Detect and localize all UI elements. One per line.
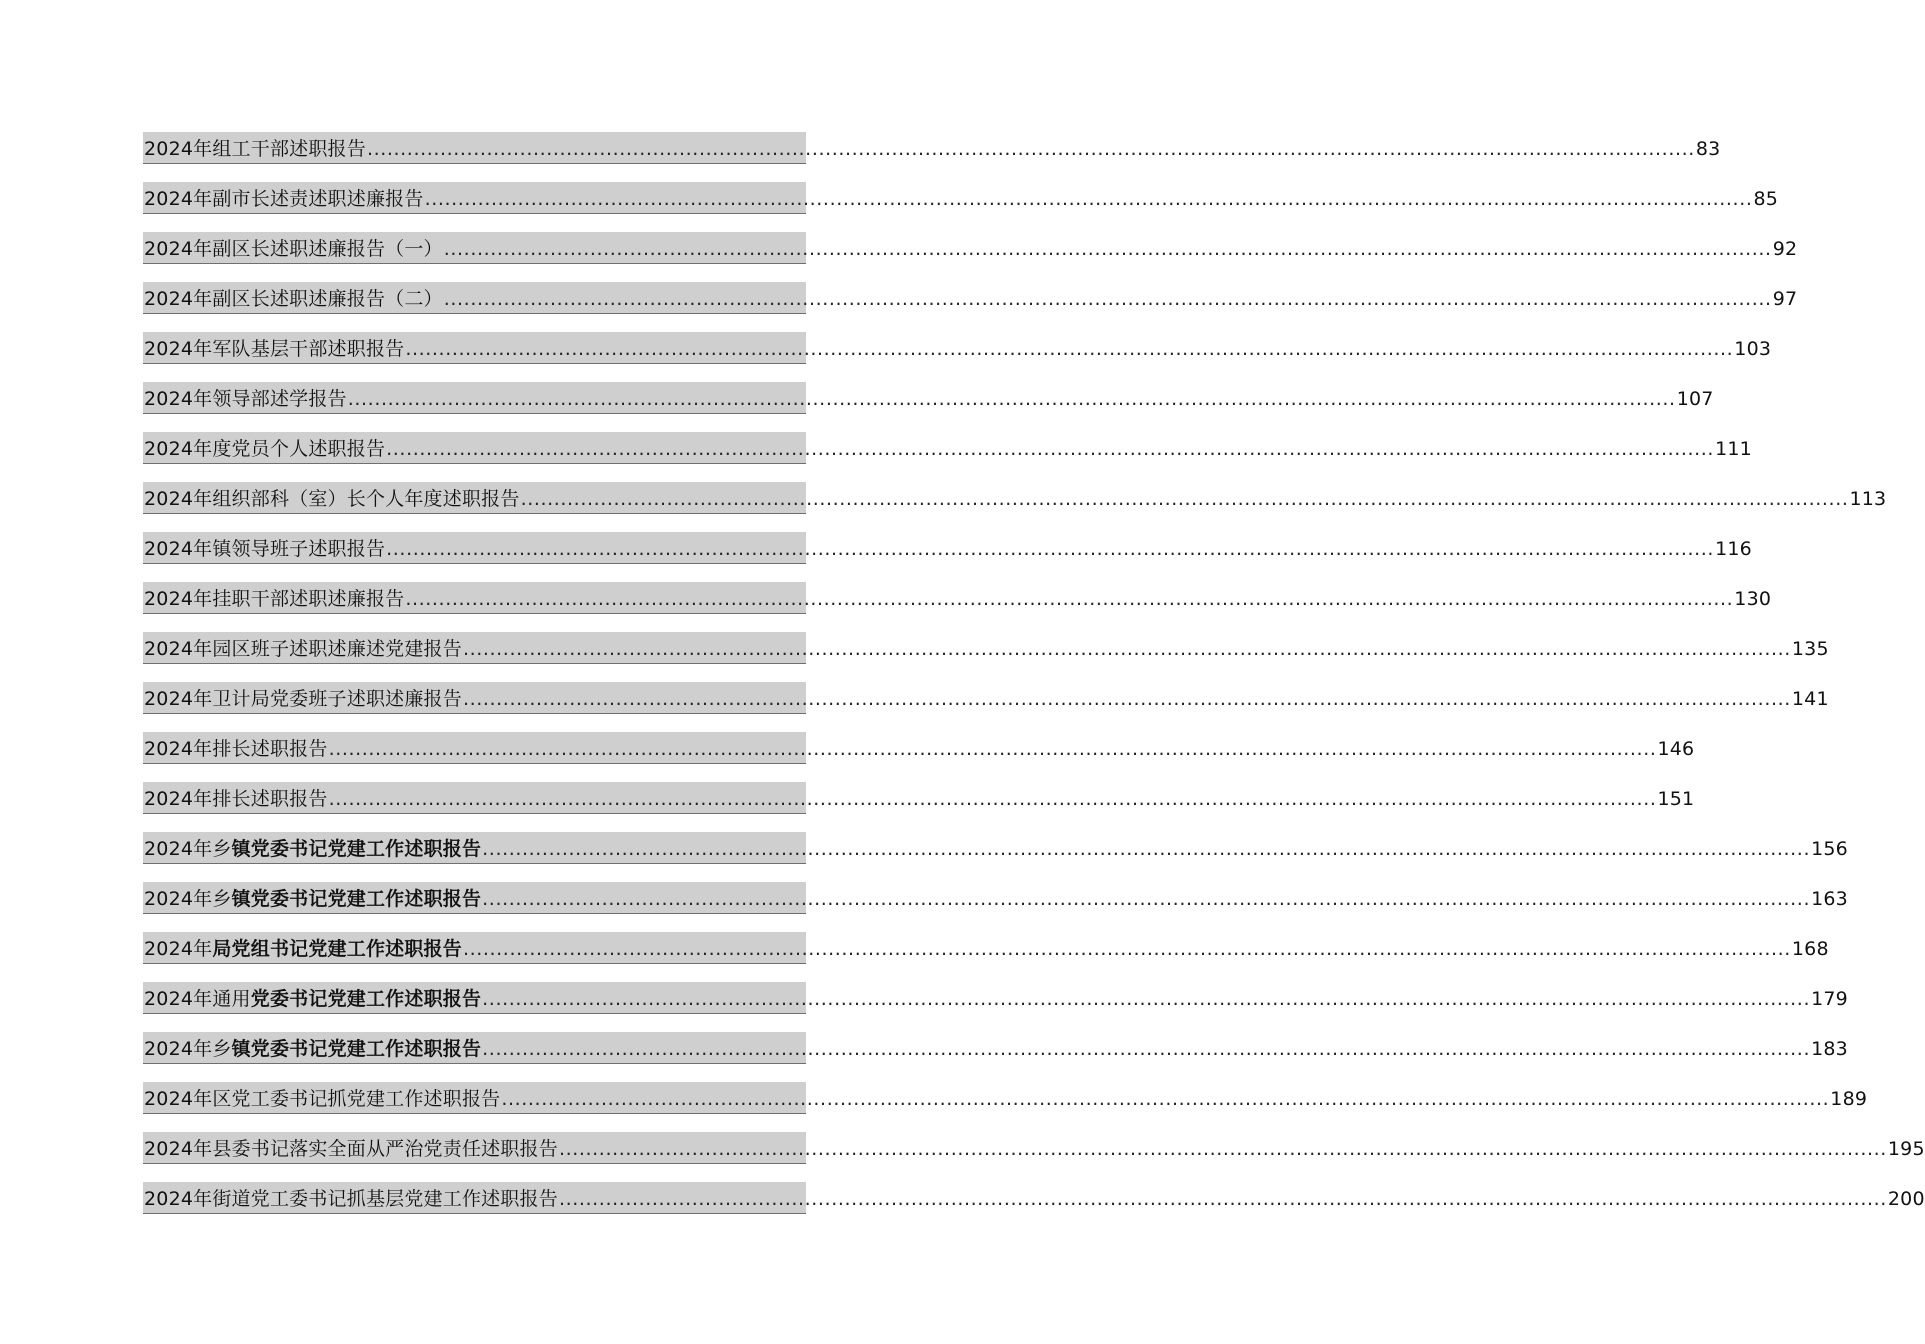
- toc-entry-page-number: 107: [1676, 388, 1714, 410]
- toc-entry-title-bold: 镇党委书记党建工作述职报告: [231, 838, 482, 860]
- toc-entry[interactable]: [143, 782, 1695, 814]
- toc-entry-page-number: 103: [1734, 338, 1772, 360]
- toc-leader-dots: ........................................................................................................................................................................................................: [482, 1038, 1811, 1060]
- toc-leader-dots: ........................................................................................................................................................................................................: [462, 638, 1791, 660]
- toc-entry-title-text: 2024年乡: [144, 888, 232, 910]
- toc-entry-title-text: 2024年排长述职报告: [144, 788, 328, 810]
- toc-entry[interactable]: [143, 582, 1772, 614]
- toc-entry-title: [144, 587, 404, 611]
- toc-entry-page-number: 146: [1657, 738, 1695, 760]
- toc-leader-dots: ........................................................................................................................................................................................................: [443, 288, 1772, 310]
- toc-entry-title: [144, 787, 328, 811]
- toc-entry-title-text: 2024年组工干部述职报告: [144, 138, 366, 160]
- toc-entry-page-number: 97: [1772, 288, 1798, 310]
- toc-entry-title: [144, 987, 481, 1011]
- toc-entry-page-number: 151: [1657, 788, 1695, 810]
- toc-entry-title: [144, 637, 462, 661]
- toc-entry[interactable]: [143, 632, 1829, 664]
- toc-entry[interactable]: [143, 432, 1752, 464]
- toc-entry-title: [144, 737, 328, 761]
- toc-leader-dots: ........................................................................................................................................................................................................: [424, 188, 1753, 210]
- toc-entry-title: [144, 1137, 558, 1161]
- toc-entry-title-text: 2024年园区班子述职述廉述党建报告: [144, 638, 462, 660]
- toc-entry-title-text: 2024年副区长述职述廉报告（一）: [144, 238, 443, 260]
- toc-leader-dots: ........................................................................................................................................................................................................: [328, 738, 1657, 760]
- toc-entry[interactable]: [143, 682, 1829, 714]
- toc-entry-title-text: 2024年军队基层干部述职报告: [144, 338, 405, 360]
- toc-leader-dots: ........................................................................................................................................................................................................: [462, 938, 1791, 960]
- toc-entry[interactable]: [143, 482, 1887, 514]
- toc-entry-title: [144, 537, 385, 561]
- toc-entry-page-number: 200: [1887, 1188, 1925, 1210]
- toc-entry-title-text: 2024年区党工委书记抓党建工作述职报告: [144, 1088, 501, 1110]
- toc-entry[interactable]: [143, 282, 1798, 314]
- toc-leader-dots: ........................................................................................................................................................................................................: [386, 438, 1715, 460]
- toc-entry-title-text: 2024年乡: [144, 1038, 232, 1060]
- toc-entry[interactable]: [143, 182, 1779, 214]
- toc-entry-page-number: 168: [1791, 938, 1829, 960]
- toc-entry[interactable]: [143, 982, 1848, 1014]
- toc-entry[interactable]: [143, 1182, 1925, 1214]
- toc-leader-dots: ........................................................................................................................................................................................................: [482, 838, 1811, 860]
- toc-entry-page-number: 183: [1811, 1038, 1848, 1060]
- toc-entry[interactable]: [143, 132, 1721, 164]
- toc-entry-title: [144, 137, 366, 161]
- toc-entry[interactable]: [143, 532, 1752, 564]
- toc-leader-dots: ........................................................................................................................................................................................................: [462, 688, 1791, 710]
- toc-entry[interactable]: [143, 832, 1848, 864]
- toc-entry-page-number: 156: [1811, 838, 1848, 860]
- toc-entry-page-number: 189: [1830, 1088, 1868, 1110]
- toc-entry[interactable]: [143, 932, 1829, 964]
- toc-entry-title-bold: 镇党委书记党建工作述职报告: [231, 1038, 482, 1060]
- toc-leader-dots: ........................................................................................................................................................................................................: [558, 1138, 1887, 1160]
- toc-entry[interactable]: [143, 382, 1714, 414]
- toc-leader-dots: ........................................................................................................................................................................................................: [501, 1088, 1830, 1110]
- toc-entry[interactable]: [143, 1132, 1925, 1164]
- toc-leader-dots: ........................................................................................................................................................................................................: [482, 888, 1811, 910]
- toc-entry-title: [144, 337, 404, 361]
- toc-entry-title: [144, 1187, 558, 1211]
- toc-entry-page-number: 163: [1811, 888, 1848, 910]
- toc-entry-page-number: 135: [1791, 638, 1829, 660]
- toc-entry-title-text: 2024年卫计局党委班子述职述廉报告: [144, 688, 462, 710]
- toc-entry-title: [144, 887, 481, 911]
- toc-entry-title-text: 2024年: [144, 938, 213, 960]
- toc-entry-title: [144, 187, 424, 211]
- toc-entry[interactable]: [143, 1032, 1848, 1064]
- toc-entry-page-number: 195: [1887, 1138, 1925, 1160]
- toc-entry-title-text: 2024年组织部科（室）长个人年度述职报告: [144, 488, 520, 510]
- toc-entry-title-bold: 党委书记党建工作述职报告: [250, 988, 482, 1010]
- toc-entry-title: [144, 437, 385, 461]
- toc-entry-title-bold: 局党组书记党建工作述职报告: [212, 938, 462, 960]
- toc-leader-dots: ........................................................................................................................................................................................................: [443, 238, 1772, 260]
- toc-entry-title-text: 2024年街道党工委书记抓基层党建工作述职报告: [144, 1188, 558, 1210]
- toc-entry-title-text: 2024年排长述职报告: [144, 738, 328, 760]
- toc-entry-page-number: 130: [1734, 588, 1772, 610]
- toc-entry-page-number: 111: [1715, 438, 1752, 460]
- toc-entry-title: [144, 1037, 481, 1061]
- toc-leader-dots: ........................................................................................................................................................................................................: [482, 988, 1811, 1010]
- toc-entry-title-text: 2024年镇领导班子述职报告: [144, 538, 386, 560]
- toc-leader-dots: ........................................................................................................................................................................................................: [328, 788, 1657, 810]
- toc-entry-title: [144, 1087, 500, 1111]
- toc-leader-dots: ........................................................................................................................................................................................................: [520, 488, 1849, 510]
- toc-entry-title: [144, 687, 462, 711]
- toc-leader-dots: ........................................................................................................................................................................................................: [405, 588, 1734, 610]
- toc-leader-dots: ........................................................................................................................................................................................................: [405, 338, 1734, 360]
- toc-entry-title: [144, 937, 462, 961]
- toc-entry-title-text: 2024年通用: [144, 988, 251, 1010]
- toc-entry-title-text: 2024年县委书记落实全面从严治党责任述职报告: [144, 1138, 558, 1160]
- toc-leader-dots: ........................................................................................................................................................................................................: [558, 1188, 1887, 1210]
- toc-leader-dots: ........................................................................................................................................................................................................: [366, 138, 1695, 160]
- toc-entry-title: [144, 237, 443, 261]
- toc-entry-page-number: 85: [1753, 188, 1779, 210]
- toc-entry[interactable]: [143, 732, 1695, 764]
- toc-entry-title: [144, 287, 443, 311]
- toc-entry-page-number: 116: [1715, 538, 1752, 560]
- toc-entry-title-text: 2024年副区长述职述廉报告（二）: [144, 288, 443, 310]
- table-of-contents: [143, 132, 1925, 1232]
- toc-entry-title-text: 2024年领导部述学报告: [144, 388, 347, 410]
- toc-entry-page-number: 179: [1811, 988, 1848, 1010]
- toc-leader-dots: ........................................................................................................................................................................................................: [347, 388, 1676, 410]
- toc-entry[interactable]: [143, 882, 1848, 914]
- toc-entry-page-number: 83: [1695, 138, 1721, 160]
- toc-entry[interactable]: [143, 1082, 1868, 1114]
- toc-entry-title: [144, 387, 347, 411]
- toc-entry-title-text: 2024年乡: [144, 838, 232, 860]
- toc-entry-title-bold: 镇党委书记党建工作述职报告: [231, 888, 482, 910]
- toc-entry[interactable]: [143, 232, 1798, 264]
- toc-entry-title-text: 2024年挂职干部述职述廉报告: [144, 588, 405, 610]
- toc-entry-page-number: 92: [1772, 238, 1798, 260]
- toc-leader-dots: ........................................................................................................................................................................................................: [386, 538, 1715, 560]
- toc-entry-title: [144, 487, 520, 511]
- toc-entry-page-number: 113: [1849, 488, 1887, 510]
- toc-entry-title-text: 2024年度党员个人述职报告: [144, 438, 386, 460]
- toc-entry-page-number: 141: [1791, 688, 1829, 710]
- toc-entry-title-text: 2024年副市长述责述职述廉报告: [144, 188, 424, 210]
- toc-entry[interactable]: [143, 332, 1772, 364]
- toc-entry-title: [144, 837, 481, 861]
